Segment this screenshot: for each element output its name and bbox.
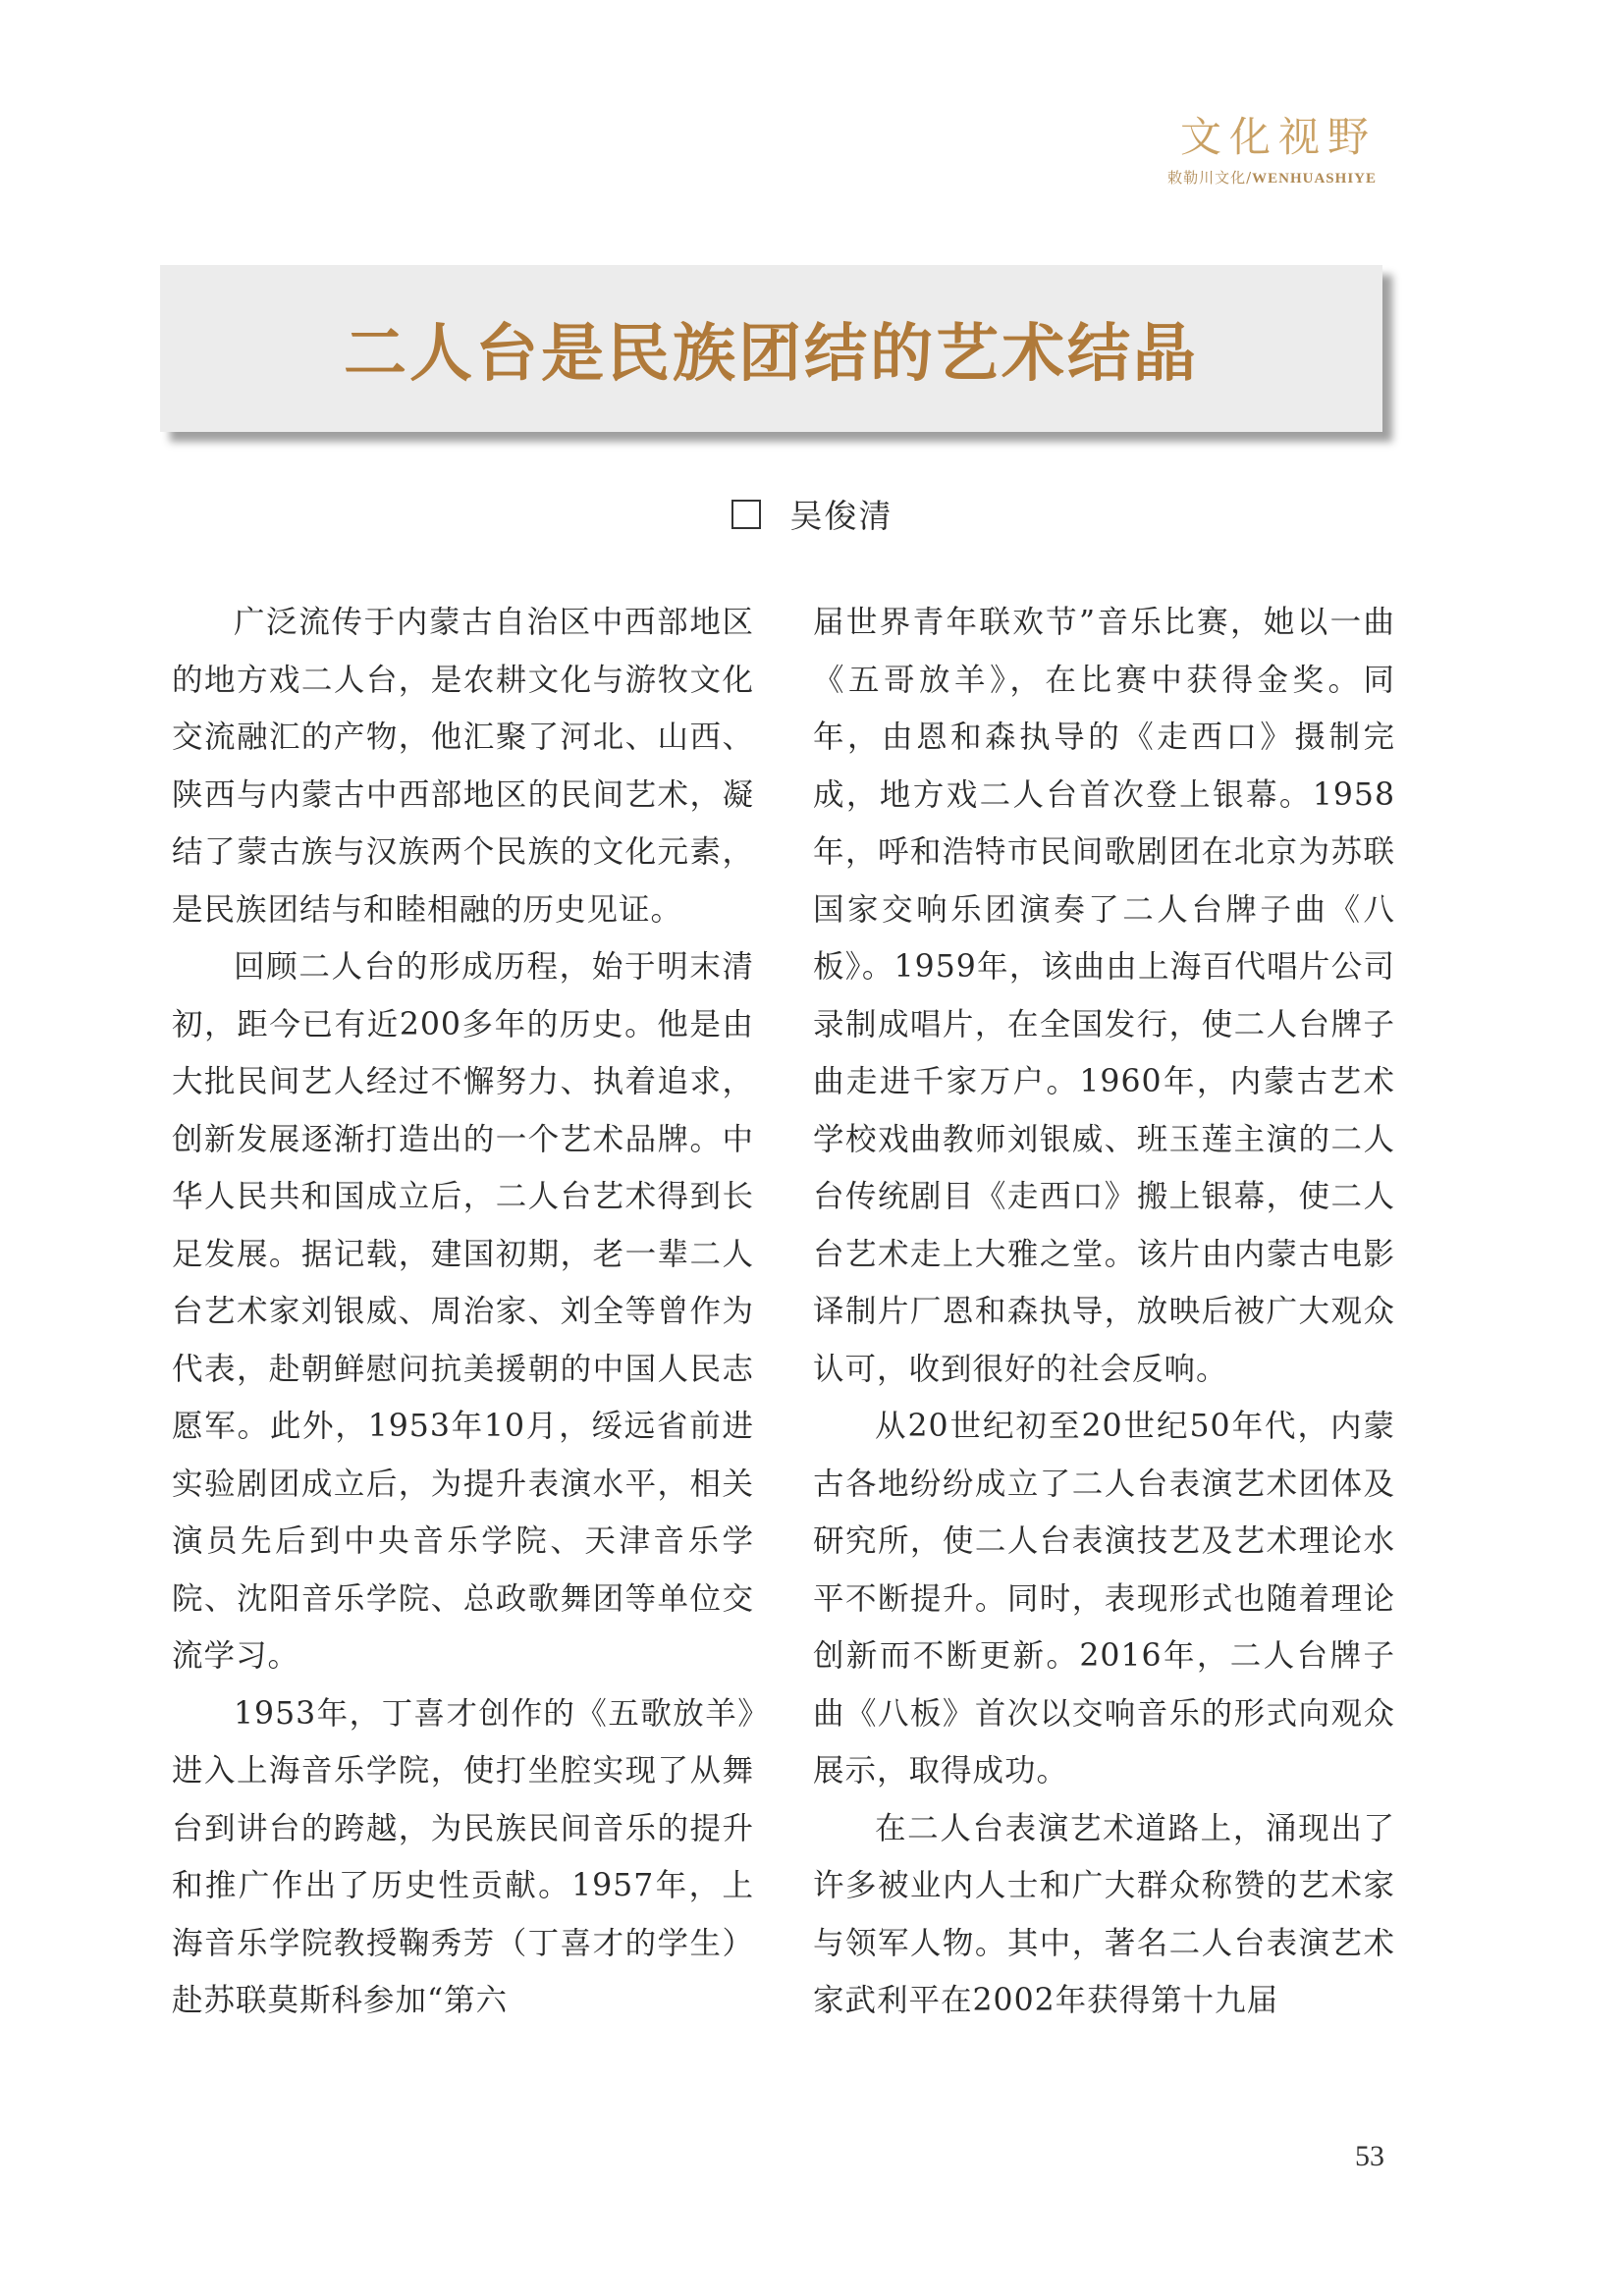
section-title: 文化视野 (1179, 113, 1377, 161)
article-title: 二人台是民族团结的艺术结晶 (344, 318, 1199, 391)
article-title-banner (160, 265, 1382, 432)
author-square-icon (731, 500, 761, 529)
section-header (1167, 110, 1377, 187)
author-line (0, 491, 1624, 537)
section-subtitle-separator: / (1246, 169, 1253, 187)
section-subtitle-en: WENHUASHIYE (1252, 171, 1377, 187)
paragraph-continued: 届世界青年联欢节”音乐比赛，她以一曲《五哥放羊》，在比赛中获得金奖。同年，由恩和森执导的《走西口》摄制完成，地方戏二人台首次登上银幕。1958年，呼和浩特市民间歌剧团在北京为苏联国家交响乐团演奏了二人台牌子曲《八板》。1959年，该曲由上海百代唱片公司录制成唱片，在全国发行，使二人台牌子曲走进千家万户。1960年，内蒙古艺术学校戏曲教师刘银威、班玉莲主演的二人台传统剧目《走西口》搬上银幕，使二人台艺术走上大雅之堂。该片由内蒙古电影译制片厂恩和森执导，放映后被广大观众认可，收到很好的社会反响。 (813, 605, 1395, 1387)
left-column (172, 594, 754, 2030)
paragraph: 回顾二人台的形成历程，始于明末清初，距今已有近200多年的历史。他是由大批民间艺人经过不懈努力、执着追求，创新发展逐渐打造出的一个艺术品牌。中华人民共和国成立后，二人台艺术得到长足发展。据记载，建国初期，老一辈二人台艺术家刘银威、周治家、刘全等曾作为代表，赴朝鲜慰问抗美援朝的中国人民志愿军。此外，1953年10月，绥远省前进实验剧团成立后，为提升表演水平，相关演员先后到中央音乐学院、天津音乐学院、沈阳音乐学院、总政歌舞团等单位交流学习。 (172, 949, 754, 1674)
page-number: 53 (1355, 2140, 1384, 2172)
paragraph: 广泛流传于内蒙古自治区中西部地区的地方戏二人台，是农耕文化与游牧文化交流融汇的产物，他汇聚了河北、山西、陕西与内蒙古中西部地区的民间艺术，凝结了蒙古族与汉族两个民族的文化元素，是民族团结与和睦相融的历史见证。 (172, 605, 754, 928)
paragraph: 1953年，丁喜才创作的《五歌放羊》进入上海音乐学院，使打坐腔实现了从舞台到讲台的跨越，为民族民间音乐的提升和推广作出了历史性贡献。1957年，上海音乐学院教授鞠秀芳（丁喜才的学生）赴苏联莫斯科参加“第六 (172, 1695, 754, 2018)
section-subtitle (1167, 167, 1377, 187)
section-subtitle-cn: 敕勒川文化 (1167, 169, 1247, 187)
author-name: 吴俊清 (789, 497, 893, 535)
paragraph: 从20世纪初至20世纪50年代，内蒙古各地纷纷成立了二人台表演艺术团体及研究所，使二人台表演技艺及艺术理论水平不断提升。同时，表现形式也随着理论创新而不断更新。2016年，二人台牌子曲《八板》首次以交响音乐的形式向观众展示，取得成功。 (813, 1409, 1395, 1789)
right-column (813, 594, 1395, 2030)
paragraph: 在二人台表演艺术道路上，涌现出了许多被业内人士和广大群众称赞的艺术家与领军人物。其中，著名二人台表演艺术家武利平在2002年获得第十九届 (813, 1810, 1395, 2018)
